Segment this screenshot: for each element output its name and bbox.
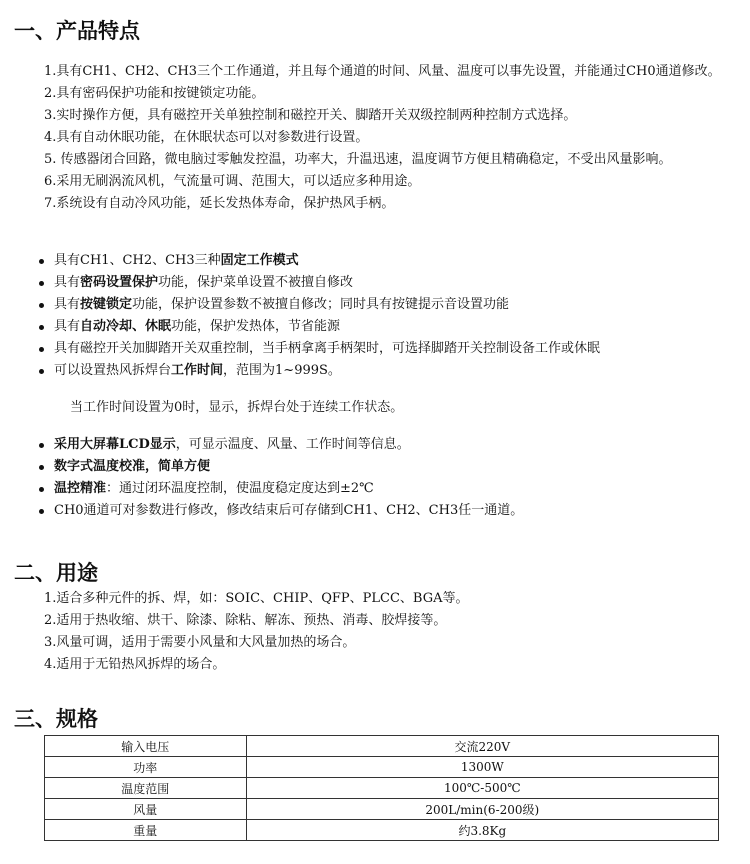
spec-value: 交流220V (246, 736, 718, 757)
features-list (44, 61, 721, 215)
usage-heading: 二、用途 (14, 560, 98, 585)
list-item: 具有自动冷却、休眠功能，保护发热体，节省能源 (34, 316, 600, 338)
spec-label: 输入电压 (45, 736, 247, 757)
list-item: CH0通道可对参数进行修改，修改结束后可存储到CH1、CH2、CH3任一通道。 (34, 500, 523, 522)
spec-heading: 三、规格 (14, 706, 98, 731)
list-item: 可以设置热风拆焊台工作时间，范围为1~999S。 (34, 360, 600, 382)
list-item: 3.实时操作方便，具有磁控开关单独控制和磁控开关、脚踏开关双级控制两种控制方式选择。 (44, 108, 577, 123)
list-item: 7.系统设有自动冷风功能，延长发热体寿命，保护热风手柄。 (44, 196, 395, 211)
table-row (45, 820, 719, 841)
usage-list (44, 588, 468, 676)
work-time-note: 当工作时间设置为0时，显示，拆焊台处于连续工作状态。 (70, 400, 404, 415)
list-item: 4.适用于无铅热风拆焊的场合。 (44, 657, 226, 672)
list-item: 具有CH1、CH2、CH3三种固定工作模式 (34, 250, 600, 272)
list-item: 数字式温度校准，简单方便 (34, 456, 523, 478)
list-item: 4.具有自动休眠功能，在休眠状态可以对参数进行设置。 (44, 130, 369, 145)
spec-label: 重量 (45, 820, 247, 841)
spec-table (44, 735, 719, 841)
display-bullets (34, 434, 523, 522)
spec-label: 温度范围 (45, 778, 247, 799)
list-item: 1.具有CH1、CH2、CH3三个工作通道，并且每个通道的时间、风量、温度可以事先设置，并能通过CH0通道修改。 (44, 64, 721, 79)
list-item: 2.具有密码保护功能和按键锁定功能。 (44, 86, 265, 101)
table-row (45, 736, 719, 757)
list-item: 具有按键锁定功能，保护设置参数不被擅自修改；同时具有按键提示音设置功能 (34, 294, 600, 316)
spec-value: 1300W (246, 757, 718, 778)
list-item: 6.采用无刷涡流风机，气流量可调、范围大，可以适应多种用途。 (44, 174, 421, 189)
list-item: 具有磁控开关加脚踏开关双重控制，当手柄拿离手柄架时，可选择脚踏开关控制设备工作或休眠 (34, 338, 600, 360)
spec-value: 100℃-500℃ (246, 778, 718, 799)
spec-label: 功率 (45, 757, 247, 778)
list-item: 1.适合多种元件的拆、焊，如：SOIC、CHIP、QFP、PLCC、BGA等。 (44, 591, 469, 606)
table-row (45, 799, 719, 820)
spec-label: 风量 (45, 799, 247, 820)
spec-value: 约3.8Kg (246, 820, 718, 841)
list-item: 5. 传感器闭合回路，微电脑过零触发控温，功率大，升温迅速，温度调节方便且精确稳定，不受出风量影响。 (44, 152, 672, 167)
table-row (45, 778, 719, 799)
table-row (45, 757, 719, 778)
list-item: 3.风量可调，适用于需要小风量和大风量加热的场合。 (44, 635, 356, 650)
list-item: 具有密码设置保护功能，保护菜单设置不被擅自修改 (34, 272, 600, 294)
list-item: 2.适用于热收缩、烘干、除漆、除粘、解冻、预热、消毒、胶焊接等。 (44, 613, 447, 628)
features-heading: 一、产品特点 (14, 18, 140, 43)
list-item: 温控精准：通过闭环温度控制，使温度稳定度达到±2℃ (34, 478, 523, 500)
feature-bullets (34, 250, 600, 382)
list-item: 采用大屏幕LCD显示，可显示温度、风量、工作时间等信息。 (34, 434, 523, 456)
spec-value: 200L/min(6-200级) (246, 799, 718, 820)
